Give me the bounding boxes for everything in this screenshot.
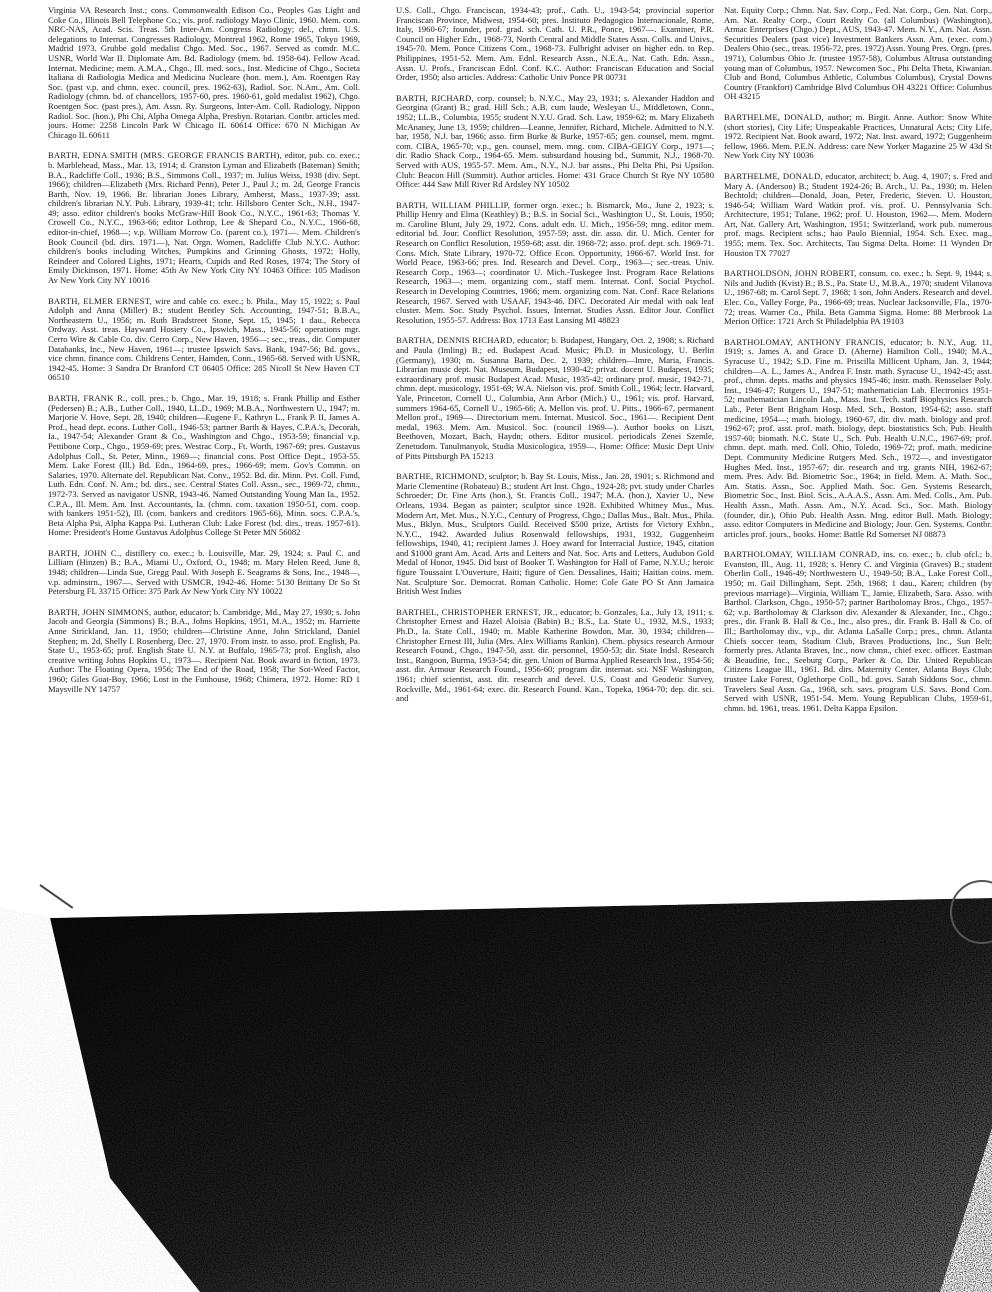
entry-body: corp. counsel; b. N.Y.C., May 23, 1931; s. Alexander Haddon and Georgina (Grant) B.; grad. Hill Sch.; A.B. cum laude, Wesleyan U., Middletown, Conn., 1952; LL.B., Columbia, 1955; student N.Y.U. Grad. Sch. Law, 1959-62; m. Mary Elizabeth McAnaney, June 13, 1959; children—Leanne, Jennifer, Richard, Michele. Admitted to N.Y. bar, 1958, N.J. bar, 1966; asso. firm Burke & Burke, 1957-65; gen. counsel, mem. mgmt. com. CIBA, 1965-70; v.p., gen. counsel, mem. mng. com. CIBA-GEIGY Corp., 1971—; dir. Radio Shack Corp., 1964-65. Mem. subsurdand housing bd., Summit, N.J., 1968-70. Served with AUS, 1955-57. Mem. Am., N.Y., N.J. bar assns., Phi Delta Phi, Psi Upsilon. Club: Beacon Hill (Summit). Author articles. Home: 431 Grace Church St Rye NY 10580 Office: 444 Saw Mill River Rd Ardsley NY 10502 — [396, 92, 714, 190]
entry-heading: BARTHOLDSON, JOHN ROBERT, — [724, 268, 857, 279]
entry-heading: BARTH, EDNA SMITH (MRS. GEORGE FRANCIS BARTH), — [48, 150, 282, 161]
entry — [48, 549, 360, 597]
column-right — [724, 6, 992, 874]
entry — [48, 608, 360, 694]
entry-body: educator; b. N.Y., Aug. 11, 1919; s. James A. and Grace D. (Aherne) Hamilton Coll., 1940; M.A., Syracuse U., 1942; S.D. Fine m. Priscilla Millicent Upham, Jan. 3, 1944; children—A. L., James A., Andrea F. Instr. math. Syracuse U., 1942-45; asst. prof., chmn. depts. maths and physics 1945-46; instr. math. Rensselaer Poly. Inst., 1946-47; Rutgers U., 1947-51; mathematician Lab. Electronics 1951-52; mathematician Lincoln Lab., Mass. Inst. Tech. staff Biophysics Research Lab., Peter Bent Brigham Hosp. Med. Sch., Boston, 1954-62; asso. staff medicine, 1954—; math. biology, 1960-67, dir. div. math. biology and prof. 1962-67; prof. asst. prof. math. biology, dept. biostatistics Sch. Pub. Health 1957-60; biomath. N.C. State U., Sch. Pub. Health U.N.C., 1967-69; prof. chmn. dept. math. med. Coll. Ohio, Toledo, 1969-72; prof. math. medicine Dept. Community Medicine Rutgers Med. Sch., 1972—, and investigator Hughes Med. Inst., 1957-67; dir. research and trg. grants NIH, 1962-67; mem. Pres. Adv. Bd. Biometric Soc., 1964; in field. Mem. A. Math. Soc., Am. Statis. Assn., Soc. Applied Math. Soc. Gen. Systems Research, Biometric Soc., Inst. Biol. Scis., A.A.A.S., Assn. Am. Med. Colls., Am. Pub. Health Assn., Math. Assn. Am., N.Y. Acad. Sci., Soc. Math. Biology (founder, dir.), Ohio Pub. Health Assn. Mng. editor Bull. Math. Biology; asso. editor Computers in Medicine and Biology; Jour. Gen. Systems. Contbr. articles prof. jours., books. Home: Battle Rd Somerset NJ 08873 — [724, 336, 992, 539]
entry-heading: BARTHEL, CHRISTOPHER ERNEST, JR., — [396, 606, 558, 617]
continued-entry-fragment: Virginia VA Research Inst.; cons. Commonwealth Edison Co., Peoples Gas Light and Coke Co., Illinois Bell Telephone Co.; vis. prof. radiology Mayo Clinic, 1960. Mem. com. NRC-NAS, Acad. Scis. Treas. 5th Inter-Am. Congress Radiology; del., chmn. U.S. delegations to Internat. Congresses Radiology, Montreal 1962, Rome 1965, Tokyo 1969, Madrid 1973. Grubbe gold medalist Chgo. Med. Soc., 1967. Served as comdr. M.C. USNR, World War II. Diplomate Am. Bd. Radiology (mem. bd. 1958-64). Fellow Acad. Internat. Medicine; mem. A.M.A., Chgo., Ill. med. socs., Inst. Medicine of Chgo., Societa Italiana di Radiologia Medica and Medicina Nucleare (hon. mem.), Am. Roentgen Ray Soc. (past v.p. and chmn. exec. council, pres. 1962-63), Radiol. Soc. N.Am., Am. Coll. Radiology (chmn. bd. of chancellors, 1957-60, pres. 1960-61, gold medalist 1962), Chgo. Roentgen Soc. (past pres.), Am. Assn. Ry. Surgeons, Inter-Am. Coll. Radiology, Nippon Radiol. Soc. (hon.), Phi Chi, Alpha Omega Alpha, Presbyn. Rotarian. Contbr. articles med. jours. Home: 2258 Lincoln Park W Chicago IL 60614 Office: 670 N Michigan Av Chicago IL 60611 — [48, 6, 360, 140]
entry-body: consum. co. exec.; b. Sept. 9, 1944; s. Nils and Judith (Kvist) B.; B.S., Pa. State U., M.B.A., 1970; student Vilanova U., 1967-68; m. Carol Sept. 7, 1968; 1 son, John Anders. Research and devel. Elec. Co., Valley Forge, Pa., 1966-69; treas. Nuclear Jacksonville, Fla., 1970-72; treas. Warner Co., Phila. Beta Gamma Sigma. Home: 88 Merbrook La Merion Office: 1721 Arch St Philadelphia PA 19103 — [724, 268, 992, 327]
entry-heading: BARTHOLOMAY, WILLIAM CONRAD, — [724, 549, 880, 560]
entry-heading: BARTH, JOHN C., — [48, 547, 122, 558]
entry-heading: BARTHELME, DONALD, — [724, 111, 824, 122]
entry-body: sculptor; b. Bay St. Louis, Miss., Jan. 28, 1901; s. Richmond and Marie Clementine (Robateau) B.; student Art Inst. Chgo., 1924-28; pvt. study under Charles Schroeder; Dr. Fine Arts (hon.), St. Francis Coll., 1947; M.A. (hon.), Xavier U., New Orleans, 1934. Began as painter; sculptor since 1928. Exhibited Whitney Mus., Mus. Modern Art, Met. Mus., N.Y.C., Century of Progress, Chgo.; Dallas Mus., Balt. Mus., Phila. Mus., Bklyn. Mus., Sculptors Guild. Received $500 prize, Artists for Victory Exhbn., N.Y.C., 1942. Awarded Julius Rosenwald fellowships, 1931, 1932, Guggenheim fellowships, 1940, 41; recipient James J. Hoey award for Interracial Justice, 1945, citation and $1000 grant Am. Acad. Arts and Letters and Nat. Soc. Arts and Letters, Audubon Gold Medal of Honor, 1945. Did bust of Booker T. Washington for Hall of Fame, N.Y.U.; heroic figure Toussaint L'Ouverture, Haiti; figure of Gen. Dessalines, Haiti; Haitian coins. mem. Nat. Sculpture Soc. Democrat. Roman Catholic. Home: Cole Gate PO St Ann Jamaica British West Indies — [396, 471, 714, 597]
entry-heading: BARTH, WILLIAM PHILLIP, — [396, 199, 511, 210]
entry — [48, 394, 360, 538]
entry-heading: BARTH, JOHN SIMMONS, — [48, 606, 152, 617]
entry-heading: BARTH, RICHARD, — [396, 92, 474, 103]
entry-body: editor, pub. co. exec.; b. Marblehead, Mass., Mar. 13, 1914; d. Cranston Lyman and Elizabeth (Bateman) Smith; B.A., Radcliffe Coll., 1936; B.S., Simmons Coll., 1937; m. Julius Weiss, 1938 (div. Sept. 1966); children—Elizabeth (Mrs. Richard Penn), Peter J., Paul J.; m. 2d, George Francis Barth, Nov. 19, 1966. Br. librarian Jones Library, Amherst, Mass., 1937-39; asst. children's librarian N.Y. Pub. Library, 1939-41; tchr. Hillsboro Center Sch., N.H., 1947-49; asso. editor children's books McGraw-Hill Book Co., N.Y.C., 1961-63; Thomas Y. Crowell Co., N.Y.C., 1963-66; editor Lothrop, Lee & Shepard Co., N.Y.C., 1966-68, editor-in-chief, 1968—; v.p. William Morrow Co. (parent co.), 1971—. Mem. Children's Book Council (bd. dirs. 1971—), Nat. Orgn. Women, Radcliffe Club N.Y.C. Author: children's books including Witches, Pumpkins and Grinning Ghosts, 1972; Holly, Reindeer and Colored Lights, 1971; Hearts, Cupids and Red Roses, 1974; The Story of Emily Dickinson, 1971. Home: 45th Av New York City NY 10463 Office: 105 Madison Av New York City NY 10016 — [48, 150, 360, 286]
entry-heading: BARTHOLOMAY, ANTHONY FRANCIS, — [724, 336, 886, 347]
entry — [396, 94, 714, 190]
entry — [724, 550, 992, 713]
entry — [396, 608, 714, 704]
photocopy-noise-area — [0, 878, 992, 1292]
entry-body: author; m. Birgit. Anne. Author: Snow White (short stories), City Life; Unspeakable Practices, Unnatural Acts; City Life, 1972. Recipient Nat. Book award, 1972; Nat. Inst. award, 1972; Guggenheim fellow, 1966. Mem. P.E.N. Address: care New Yorker Magazine 25 W 43d St New York City NY 10036 — [724, 111, 992, 161]
continued-entry-fragment: Nat. Equity Corp.; Chmn. Nat. Sav. Corp., Fed. Nat. Corp., Gen. Nat. Corp., Am. Nat. Realty Corp., Court Realty Co. (all Columbus) (Washington), Armac Enterprises (Chgo.) Dept., AUS, 1943-47. Mem. N.Y., Am. Nat. Assn. Securities Dealers (past vice) Investment Bankers Assn. Am. (exec. com.) Dealers Ohio (sec., treas. 1956-72, pres. 1972) Assn. Young Pres. Orgn. (pres. 1971), Columbus Ohio Jr. (trustee 1957-58), Columbus Altrusa outstanding young man of Columbus, 1957. Newcomen Soc., Phi Delta Theta, Kiwanian. Club and Bond, Columbus Athletic, Columbus Columbus), Crystal Downs Country (Frankfort) Cambridge Blvd Columbus OH 43221 Office: Columbus OH 43215 — [724, 6, 992, 102]
entry — [48, 297, 360, 383]
entry — [724, 269, 992, 327]
column-middle — [396, 6, 714, 874]
entry-body: educator; b. Gonzales, La., July 13, 1911; s. Christopher Ernest and Hazel Aloisia (Babin) B.; B.S., La. State U., 1932, M.S., 1933; Ph.D., la. State Coll., 1940; m. Mable Katherine Bowdon, Mar. 30, 1934; children—Christopher Ernest III, Julia (Mrs. Alex Williams Rankin). Chem. physics research Armour Research Found., Chgo., 1947-50, asst. dir. personnel, 1950-53; dir. State Indsl. Research Inst., Rangoon, Burma, 1953-54; dir. gen. Union of Burma Applied Research Inst., 1954-56; asst. dir. Armour Research Found., 1956-60; program dir. internat. sci. NSF Washington, 1961; chief scientist, asst. dir. research and devel. U.S. Coast and Geodetic Survey, Rockville, Md., 1961-64; exec. dir. Research Found. Kan., Topeka, 1964-70; dep. dir. sci. and — [396, 606, 714, 704]
entry-heading: BARTHE, RICHMOND, — [396, 471, 487, 482]
entry — [724, 113, 992, 161]
entry-body: ins. co. exec.; b. club ofcl.; b. Evanston, Ill., Aug. 11, 1928; s. Henry C. and Virginia (Graves) B.; student Oberlin Coll., 1946-49; Northwestern U., 1949-50; B.A., Lake Forest Coll., 1950; m. Gail Dillingham, Sept. 25th, 1968; 1 dau., Karen; children (by previous marriage)—Virginia, William T., Jamie, Elizabeth, Sara. Asso. with Barthol. Clarkson, Chgo., 1950-57; partner Bartholomay Bros., Chgo., 1957-62; v.p. Bartholomay & Clarkson div. Alexander & Alexander, Inc., Chgo.; pres., dir. Frank B. Hall & Co., Inc., also pres., dir. Frank B. Hall & Co. of Ill.; Bartholomay div., v.p., dir. Atlanta LaSalle Corp.; pres., chmn. Atlanta Chiefs soccer team, Stadium Club, Braves Productions, Inc., Sun Belt; formerly pres. Atlanta Braves, Inc., now chmn., chief exec. officer. Eastman & Beaudine, Inc., Seeburg Corp., Parker & Co. Dir. United Republican Citizens League Ill., 1961. Bd. dirs. Maternity Center, Atlanta Boys Club; trustee Lake Forest, Oglethorpe Coll., bd. govs. Sarah Siddons Soc., chmn. Travelers Seal Assn. Ga., 1968, sch. savs. program U.S. Savs. Bond Com. Served with USNR, 1951-54. Mem. Young Republican Clubs, 1959-61, chmn. bd. 1961, treas. 1961. Delta Kappa Epsilon. — [724, 549, 992, 713]
photocopy-noise-texture — [0, 878, 992, 1292]
entry — [396, 336, 714, 461]
entry — [48, 151, 360, 285]
entry-body: former orgn. exec.; b. Bismarck, Mo., June 2, 1923; s. Phillip Henry and Elma (Keathley) B.; B.S. in Social Sci., Washington U., St. Louis, 1950; m. Caroline Blunt, July 29, 1972. Cons. adult edn. U. Mich., 1956-59; mng. editor mem. editorial bd. Jour. Conflict Resolution, 1957-59; asst. dir. asso. dir. U. Mich. Center for Research on Conflict Resolution, 1959-68; asst. dir. 1968-72; asso. prof. dept. sch. 1969-71. Cons. Mich. State Library, 1970-72. Office Econ. Opportunity, 1966-67. World Inst. for World Peace, 1963-66; pres. Ind. Research and Devel. Corp., 1963—; sec.-treas. Univ. Research Corp., 1963—; coordinator U. Mich.-Tuskegee Inst. Program Race Relations Research, 1963—; mem. organizing com., staff mem. Internat. Conf. Social Psychol. Research in Developing Countries, 1966; mem. organizing com. Nat. Conf. Race Relations Research, 1967. Served with USAAF, 1943-46. DFC. Decorated Air medal with oak leaf cluster. Mem. Soc. Study Psychol. Issues, Internat. Studies Assn. Editor Jour. Conflict Resolution, 1955-57. Address: Box 1713 East Lansing MI 48823 — [396, 199, 714, 325]
column-left — [48, 6, 360, 874]
continued-entry-fragment: U.S. Coll., Chgo. Franciscan, 1934-43; prof., Cath. U., 1943-54; provincial superior Franciscan Province, Midwest, 1954-60; pres. Instituto Pedagogico Internacionale, Rome, Italy, 1960-67; founder, prof. grad. sch. Cath. U. P.R., Ponce, 1967—. Examiner, P.R. Council on Higher Edn., 1968-73, North Central and Middle States Assn. Colls. and Univs., 1945-70. Mem. Ponce Citizens Com., 1968-73. Fulbright adviser on higher edn. to Rep. Philippines, 1951-52. Mem. Am. Ednl. Research Assn., N.E.A., Nat. Cath. Edn. Assn., Assn. U. Profs., Franciscan Ednl. Conf. K.C. Author: Franciscan Education and Social Order, 1950; also articles. Address: Catholic Univ Ponce PR 00731 — [396, 6, 714, 83]
entry — [724, 338, 992, 539]
entry-body: distillery co. exec.; b. Louisville, Mar. 29, 1924; s. Paul C. and Lilliam (Hinzen) B.; B.A., Miami U., Oxford, O., 1948; m. Mary Helen Reed, June 8, 1948; children—Linda Sue, Gregg Paul. With Joseph E. Seagrams & Sons, Inc., 1948—, v.p. adminstrn., 1967—. Served with USMCR, 1942-46. Home: 5130 Brittany Dr So St Petersburg FL 33715 Office: 375 Park Av New York City NY 10022 — [48, 547, 360, 597]
entry-body: wire and cable co. exec.; b. Phila., May 15, 1922; s. Paul Adolph and Anna (Miller) B.; student Bentley Sch. Accounting, 1947-51; B.B.A., Northeastern U., 1956; m. Ruth Bradstreet Stone, Sept. 15, 1945; 1 dau., Rebecca Ordway. Asst. treas. Hayward Hosiery Co., Ipswich, Mass., 1945-56; operations mgr. Cerro Wire & Cable Co. div. Cerro Corp., New Haven, 1956—; sec., treas., dir. Computer Databanks, Inc., New Haven, 1961—; trustee Ipswich Savs. Bank, 1947-56; Bd. govs., vice chmn. finance com. Childrens Center, Hamden, Conn., 1965-68. Served with USNR, 1942-45. Home: 3 Sandra Dr Branford CT 06405 Office: 285 Nicoll St New Haven CT 06510 — [48, 295, 360, 383]
entry-body: coll. pres.; b. Chgo., Mar. 19, 1918; s. Frank Phillip and Esther (Pedersen) B.; A.B., Luther Coll., 1940, LL.D., 1969; M.B.A., Northwestern U., 1947; m. Marjorie V. Hove, Sept. 28, 1940; children—Eugene F., Kathryn L., Frank P. II, James A. Prof., head dept. econs. Luther Coll., 1946-53; partner Barth & Hayes, C.P.A.'s, Decorah, Ia., 1947-54; Alexander Grant & Co., Washington and Chgo., 1953-59; financial v.p. Pettibone Corp., Chgo., 1959-69; pres. Westrac Corp., Ft. Worth, 1967-69; pres. Gustavus Adolphus Coll., St. Peter, Minn., 1969—; financial cons. Post Office Dept., 1953-55. Mem. Lake Forest (Ill.) Bd. Edn., 1964-69, pres., 1966-69; mem. Gov's Commn. on Salaries, 1970. Alternate del. Republican Nat. Conv., 1952. Bd. dir. Minn. Pvt. Coll. Fund, Luth. Edn. Conf. N. Am.; bd. dirs., sec. Central States Coll. Assn., sec., 1969-72, chmn., 1972-73. Served as navigator USNR, 1943-46. Named Outstanding Young Man Ia., 1952. C.P.A., Ill. Mem. Am. Inst. Accountants, Ia. (chmn. com. taxation 1950-51, com. coop. with bankers 1951-52), Ill. (com. bankers and creditors 1965-66), Minn. socs. C.P.A.'s, Beta Alpha Psi, Alpha Kappa Psi. Lutheran Club: Lake Forest (bd. dirs., treas. 1957-61). Home: President's Home Gustavus Adolphus College St Peter MN 56082 — [48, 392, 360, 538]
entry — [724, 172, 992, 258]
entry — [396, 201, 714, 326]
entry-body: educator; b. Budapest, Hungary, Oct. 2, 1908; s. Richard and Paula (Imling) B.; ed. Budapest Acad. Music; Ph.D. in Musicology, U. Berlin (Germany), 1930; m. Susanna Barta, Dec. 2, 1939; children—Imre, Maria, Francis. Librarian music dept. Nat. Museum, Budapest, 1930-42; privat. docent U. Budapest, 1935; extraordinary prof. music Budapest Acad. Music, 1935-42; ordinary prof. music, 1942-71, chmn. dept. musicology, 1951-69; W.A. Nielson vis. prof. Smith Coll., 1964; lectr. Harvard, Yale, Princeton, Cornell U., Columbia, Ann Arbor (Mich.) U., 1961; vis. prof. Harvard, summers 1964-65, Cornell U., 1965-66; A. Mellon vis. prof. U. Pitts., 1966-67, permanent Mellon prof., 1969—. Directorium mem. Internat. Musicol. Soc., 1961—. Recipient Dent medal, 1963. Mem. Am. Musicol. Soc. (council 1969—). Author books on Liszt, Beethoven, Mozart, Bach, Haydn; others. Editor musicol. periodicals Zenei Szemle, Zenetudom. Tanulmanyok, Studia Musicologica, 1959—. Home: Office: Music Dept Univ of Pitts Pittsburgh PA 15213 — [396, 335, 714, 461]
entry-heading: BARTH, FRANK R., — [48, 392, 128, 403]
entry-body: educator, architect; b. Aug. 4, 1907; s. Fred and Mary A. (Anderson) B.; Student 1924-26; B. Arch., U. Pa., 1930; m. Helen Bechtold; children—Donald, Joan, Peter, Frederic, Steven. U. Houston, 1946-54; William Ward Watkin prof. vis. prof. U. Pennsylvania Sch. Architecture, 1951; Tulane, 1962; prof. U. Houston, 1962—. Mem. Modern Art, Nat. Gallery Art, Washington, 1951; Switzerland, work pub. numerous prof. mags. Recipient schs.; hao Paulo Biennial, 1954. Sch. Exec. mag., 1955; mem. Tex. Soc. Architects, Tau Sigma Delta. Home: 11 Wynden Dr Houston TX 77027 — [724, 170, 992, 258]
entry-body: author, educator; b. Cambridge, Md., May 27, 1930; s. John Jacob and Georgia (Simmons) B.; B.A., Johns Hopkins, 1951, M.A., 1952; m. Harriette Anne Strickland, Jan. 11, 1950; children—Christine Anne, John Strickland, Daniel Stephen; m. 2d, Shelly I. Rosenberg, Dec. 27, 1970. From instr. to asso. prof. English, Pa. State U., 1953-65; prof. English State U. N.Y. at Buffalo, 1965-73; prof. English, also creative writing Johns Hopkins U., 1973—. Recipient Nat. Book award in fiction, 1973. Author: The Floating Opera, 1956; The End of the Road, 1958; The Sot-Weed Factor, 1960; Giles Goat-Boy, 1966; Lost in the Funhouse, 1968; Chimera, 1972. Home: RD 1 Maysville NY 14757 — [48, 606, 360, 694]
entry-heading: BARTHA, DENNIS RICHARD, — [396, 335, 515, 346]
entry-heading: BARTH, ELMER ERNEST, — [48, 295, 152, 306]
entry — [396, 472, 714, 597]
entry-heading: BARTHELME, DONALD, — [724, 170, 823, 181]
